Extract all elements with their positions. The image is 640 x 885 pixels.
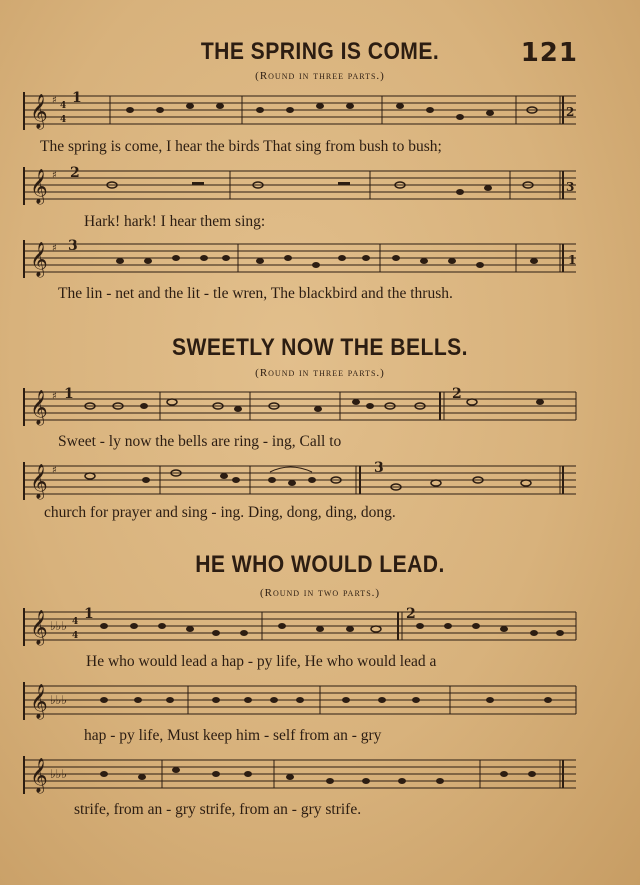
music-staff (20, 604, 580, 652)
lyric-line: The lin - net and the lit - tle wren, The blackbird and the thrush. (58, 285, 453, 302)
svg-text:𝄞: 𝄞 (30, 684, 48, 719)
next-part-number: 1 (568, 253, 577, 267)
svg-text:4: 4 (72, 631, 79, 641)
lyric-line: Hark! hark! I hear them sing: (84, 213, 266, 230)
music-staff (20, 458, 580, 506)
lyric-line: hap - py life, Must keep him - self from an - gry (84, 727, 382, 744)
svg-text:♯: ♯ (52, 465, 57, 476)
music-staff (20, 88, 580, 136)
song-subtitle: (Round in three parts.) (255, 367, 385, 379)
svg-text:♭♭♭: ♭♭♭ (50, 619, 67, 633)
lyric-line: strife, from an - gry strife, from an - gry strife. (74, 801, 362, 818)
music-staff (20, 236, 580, 284)
music-staff (20, 678, 580, 726)
music-staff (20, 384, 580, 432)
music-staff (20, 163, 580, 211)
song-title: THE SPRING IS COME. (200, 38, 440, 65)
lyric-line: He who would lead a hap - py life, He who would lead a (86, 653, 437, 670)
song-subtitle: (Round in three parts.) (255, 70, 385, 82)
part-number: 3 (374, 460, 384, 476)
svg-text:♭♭♭: ♭♭♭ (50, 767, 67, 781)
svg-text:♭♭♭: ♭♭♭ (50, 693, 67, 707)
svg-text:𝄞: 𝄞 (30, 169, 48, 204)
page-number: 121 (520, 38, 578, 68)
svg-text:♯: ♯ (52, 95, 57, 106)
svg-text:𝄞: 𝄞 (30, 758, 48, 793)
lyric-line: church for prayer and sing - ing. Ding, dong, ding, dong. (44, 504, 396, 521)
song-subtitle: (Round in two parts.) (259, 587, 381, 599)
svg-text:𝄞: 𝄞 (30, 464, 48, 499)
part-number-2: 2 (406, 606, 416, 622)
next-part-number: 3 (566, 180, 575, 194)
svg-text:4: 4 (60, 115, 67, 125)
svg-text:♯: ♯ (52, 243, 57, 254)
svg-text:♯: ♯ (52, 170, 57, 181)
part-number-2: 2 (452, 386, 462, 402)
svg-text:𝄞: 𝄞 (30, 390, 48, 425)
svg-text:4: 4 (72, 617, 79, 627)
svg-text:4: 4 (60, 101, 67, 111)
part-number: 1 (64, 386, 74, 402)
part-number: 1 (84, 606, 94, 622)
lyric-line: The spring is come, I hear the birds That sing from bush to bush; (40, 138, 442, 155)
svg-text:𝄞: 𝄞 (30, 94, 48, 129)
part-number: 3 (68, 238, 78, 254)
song-title: SWEETLY NOW THE BELLS. (171, 334, 468, 361)
svg-text:𝄞: 𝄞 (30, 242, 48, 277)
song-title: HE WHO WOULD LEAD. (195, 551, 445, 578)
next-part-number: 2 (566, 105, 575, 119)
svg-text:𝄞: 𝄞 (30, 610, 48, 645)
svg-text:♯: ♯ (52, 391, 57, 402)
music-staff (20, 752, 580, 800)
lyric-line: Sweet - ly now the bells are ring - ing, Call to (58, 433, 342, 450)
part-number: 2 (70, 165, 80, 181)
part-number: 1 (72, 90, 82, 106)
